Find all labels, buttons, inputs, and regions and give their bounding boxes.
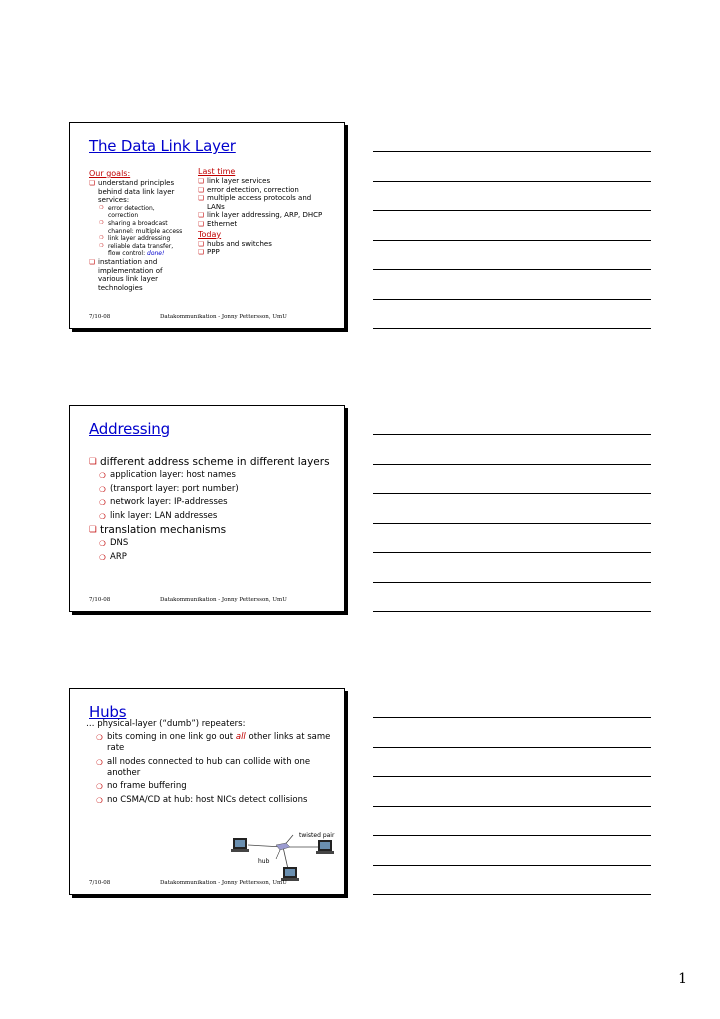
sub-bullet-item: ❍ all nodes connected to hub can collide with one another [86,757,336,779]
sub-bullet-item: ❍ bits coming in one link go out all other links at same rate [86,732,336,754]
note-line [373,181,651,182]
goal-sub-item: ❍ error detection, correction [89,205,185,220]
note-line [373,328,651,329]
goal-item: ❏ understand principles behind data link layer services: [89,179,185,205]
goals-column [89,169,185,292]
note-line [373,299,651,300]
note-line [373,582,651,583]
note-line [373,210,651,211]
note-line [373,717,651,718]
computer-icon [231,838,249,852]
note-line [373,493,651,494]
page-number: 1 [678,971,687,987]
computer-icon [316,840,334,854]
slide-body [86,719,336,808]
last-item: ❏ Ethernet [198,220,326,229]
bullet-item: ❏ translation mechanisms [89,524,339,537]
today-item: ❏ PPP [198,248,326,257]
note-line [373,894,651,895]
today-heading: Today [198,229,222,239]
bullet-item: ❏ different address scheme in different layers [89,456,339,469]
footer-date: 7/10-08 [89,597,111,603]
note-line [373,865,651,866]
note-line [373,240,651,241]
note-line [373,611,651,612]
footer-text: Datakommunikation - Jonny Pettersson, UmU [160,314,287,320]
footer-text: Datakommunikation - Jonny Pettersson, UmU [160,597,287,603]
last-item: ❏ link layer addressing, ARP, DHCP [198,211,326,220]
sub-bullet-item: ❍ network layer: IP-addresses [89,497,339,508]
slide-data-link-layer [69,122,345,329]
goal-sub-item: ❍ sharing a broadcast channel: multiple access [89,220,185,235]
slide-title: Addressing [89,420,170,438]
note-line [373,523,651,524]
note-line [373,151,651,152]
last-item: ❏ multiple access protocols and LANs [198,194,326,211]
goal-sub-item: ❍ link layer addressing [89,235,185,243]
slide-body [89,456,339,565]
hub-icon [276,843,290,850]
slide-title: The Data Link Layer [89,137,236,155]
twisted-pair-label: twisted pair [299,832,335,839]
hub-label: hub [258,858,270,865]
last-time-heading: Last time [198,167,236,176]
last-time-column [198,167,326,257]
sub-bullet-item: ❍ application layer: host names [89,470,339,481]
goal-sub-item: ❍ reliable data transfer, flow control: done! [89,243,185,258]
done-label: done! [147,250,165,258]
sub-bullet-item: ❍ no frame buffering [86,781,336,792]
sub-bullet-item: ❍ link layer: LAN addresses [89,511,339,522]
sub-bullet-item: ❍ DNS [89,538,339,549]
note-line [373,747,651,748]
goal-item: ❏ instantiation and implementation of various link layer technologies [89,258,185,292]
note-line [373,835,651,836]
footer-date: 7/10-08 [89,880,111,886]
computer-icon [281,867,299,881]
note-line [373,464,651,465]
note-line [373,434,651,435]
note-line [373,269,651,270]
sub-bullet-item: ❍ ARP [89,552,339,563]
note-line [373,552,651,553]
emphasis-all: all [235,732,246,742]
slide-hubs [69,688,345,895]
sub-bullet-item: ❍ (transport layer: port number) [89,484,339,495]
note-line [373,806,651,807]
last-item: ❏ link layer services [198,177,326,186]
intro-text: … physical-layer (“dumb”) repeaters: [86,719,246,729]
slide-addressing [69,405,345,612]
sub-bullet-item: ❍ no CSMA/CD at hub: host NICs detect collisions [86,795,336,806]
note-line [373,776,651,777]
last-item: ❏ error detection, correction [198,186,326,195]
today-item: ❏ hubs and switches [198,240,326,249]
goals-heading: Our goals: [89,169,131,178]
slide-title: Hubs [89,703,127,721]
footer-date: 7/10-08 [89,314,111,320]
footer-text: Datakommunikation - Jonny Pettersson, UmU [160,880,287,886]
